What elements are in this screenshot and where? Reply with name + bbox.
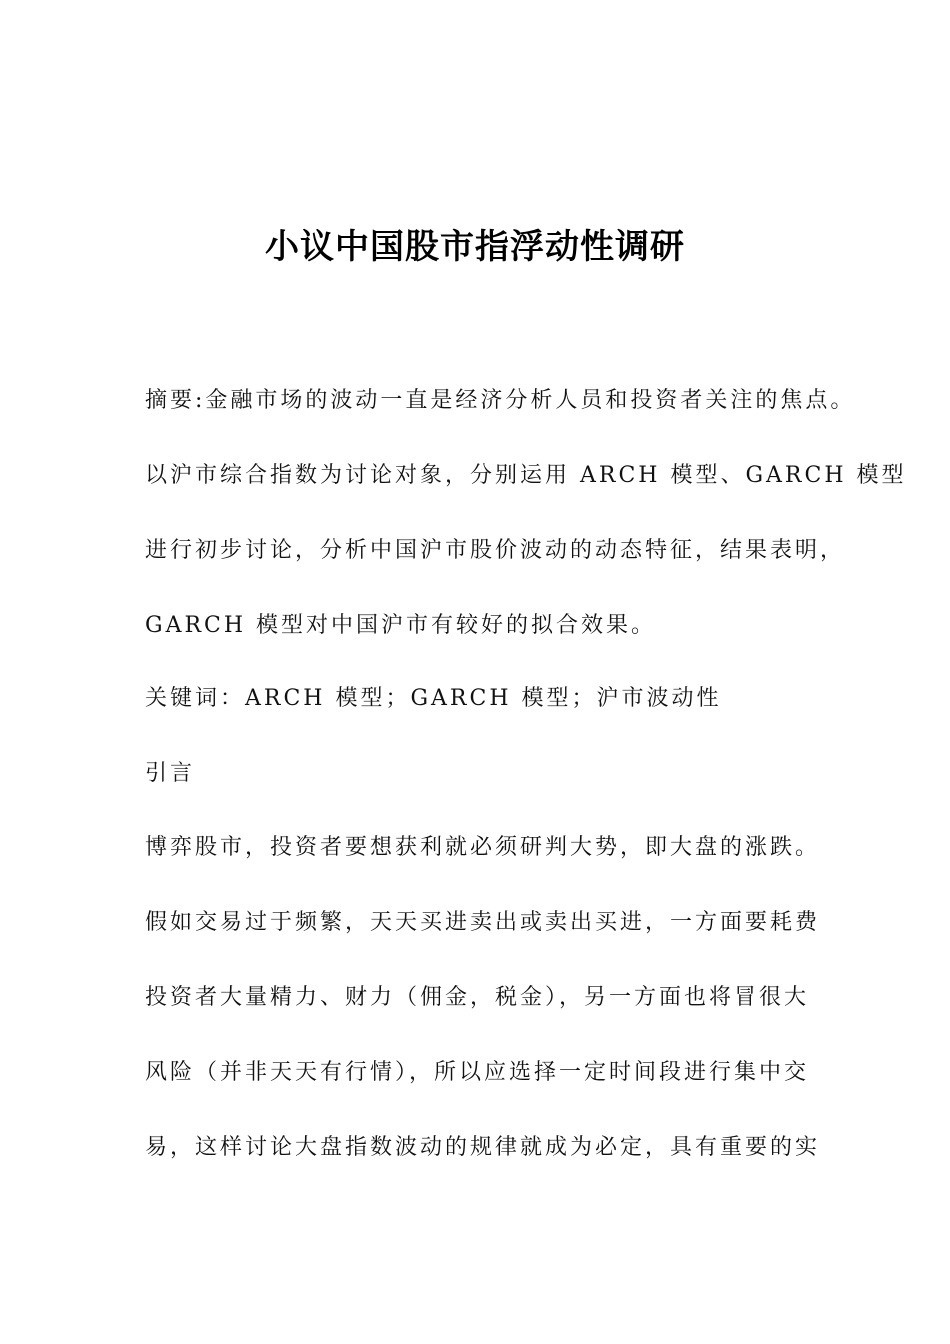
- document-title: 小议中国股市指浮动性调研: [265, 227, 685, 267]
- abstract-line-4: GARCH 模型对中国沪市有较好的拟合效果。: [145, 613, 657, 638]
- abstract-line-3: 进行初步讨论，分析中国沪市股价波动的动态特征，结果表明，: [145, 538, 846, 563]
- abstract-line-2: 以沪市综合指数为讨论对象，分别运用 ARCH 模型、GARCH 模型: [145, 463, 907, 488]
- abstract-line-1: 摘要:金融市场的波动一直是经济分析人员和投资者关注的焦点。: [145, 388, 856, 413]
- body-line-5: 易，这样讨论大盘指数波动的规律就成为必定，具有重要的实: [145, 1135, 821, 1160]
- keywords-line: 关键词：ARCH 模型；GARCH 模型；沪市波动性: [145, 686, 722, 711]
- body-line-1: 博弈股市，投资者要想获利就必须研判大势，即大盘的涨跌。: [145, 835, 821, 860]
- body-line-4: 风险（并非天天有行情），所以应选择一定时间段进行集中交: [145, 1060, 810, 1085]
- section-heading-intro: 引言: [145, 761, 196, 786]
- body-line-2: 假如交易过于频繁，天天买进卖出或卖出买进，一方面要耗费: [145, 910, 821, 935]
- body-line-3: 投资者大量精力、财力（佣金，税金），另一方面也将冒很大: [145, 985, 810, 1010]
